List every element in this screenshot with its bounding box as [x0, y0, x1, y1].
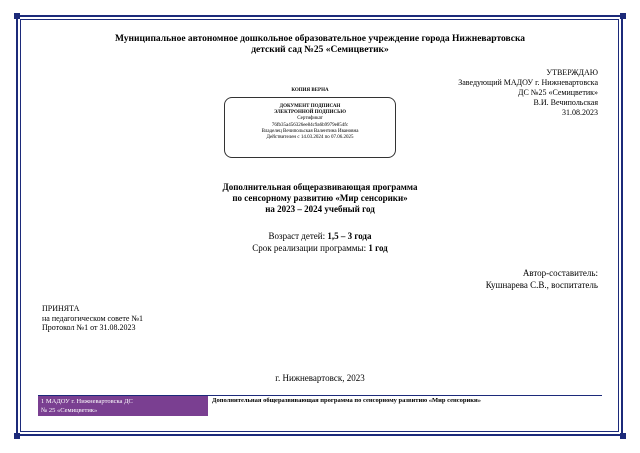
stamp-title-line1: ДОКУМЕНТ ПОДПИСАН [279, 104, 341, 109]
approval-title: УТВЕРЖДАЮ [546, 68, 598, 77]
author-label: Автор-составитель: [522, 268, 598, 278]
program-title-line1: Дополнительная общеразвивающая программа [222, 182, 418, 192]
term-label: Срок реализации программы: [252, 243, 369, 253]
institution-name-line2: детский сад №25 «Семицветик» [251, 45, 389, 55]
age-value: 1,5 – 3 года [327, 231, 372, 241]
electronic-signature-stamp [224, 97, 396, 158]
corner-ornament-bottom-right [620, 433, 626, 439]
institution-name-line1: Муниципальное автономное дошкольное образовательное учреждение города Нижневартовска [114, 34, 526, 44]
term-value: 1 год [368, 243, 388, 253]
institution-header [40, 34, 600, 56]
accepted-block [42, 304, 143, 333]
copy-verified-label: КОПИЯ ВЕРНА [291, 88, 329, 93]
accepted-title: ПРИНЯТА [42, 304, 80, 313]
program-details [40, 230, 600, 254]
stamp-validity: Действителен с 14.03.2024 по 07.06.2025 [266, 135, 354, 141]
age-row [40, 230, 600, 242]
corner-ornament-top-right [620, 13, 626, 19]
approval-date: 31.08.2023 [562, 108, 598, 117]
program-title-line2: по сенсорному развитию «Мир сенсорики» [232, 193, 408, 203]
program-title-line3: на 2023 – 2024 учебный год [265, 204, 375, 214]
footer-institution-line2: № 25 «Семицветик» [41, 407, 98, 414]
accepted-protocol: Протокол №1 от 31.08.2023 [42, 323, 136, 332]
corner-ornament-top-left [14, 13, 20, 19]
footer-institution [38, 396, 208, 416]
author-name: Кушнарева С.В., воспитатель [485, 280, 598, 290]
approval-position-line1: Заведующий МАДОУ г. Нижневартовска [458, 78, 598, 87]
approval-position-line2: ДС №25 «Семицветик» [518, 88, 598, 97]
footer-program-title: Дополнительная общеразвивающая программа по сенсорному развитию «Мир сенсорики» [212, 397, 481, 404]
stamp-title-line2: ЭЛЕКТРОННОЙ ПОДПИСЬЮ [273, 110, 347, 116]
stamp-cert-id: 76fb35a456326ee84c9a6b9979e854fc [271, 122, 349, 128]
stamp-owner: Владелец Вечипольская Валентина Ивановна [261, 128, 359, 134]
author-block [486, 267, 598, 291]
accepted-council: на педагогическом совете №1 [42, 313, 144, 323]
stamp-cert-label: Сертификат [297, 116, 323, 122]
program-title [40, 182, 600, 215]
city-year: г. Нижневартовск, 2023 [275, 373, 365, 383]
age-label: Возраст детей: [268, 231, 328, 241]
term-row [40, 242, 600, 254]
approval-block [458, 68, 598, 118]
approval-name: В.И. Вечипольская [533, 98, 598, 107]
footer-institution-line1: 1 МАДОУ г. Нижневартовска ДС [41, 398, 133, 405]
corner-ornament-bottom-left [14, 433, 20, 439]
